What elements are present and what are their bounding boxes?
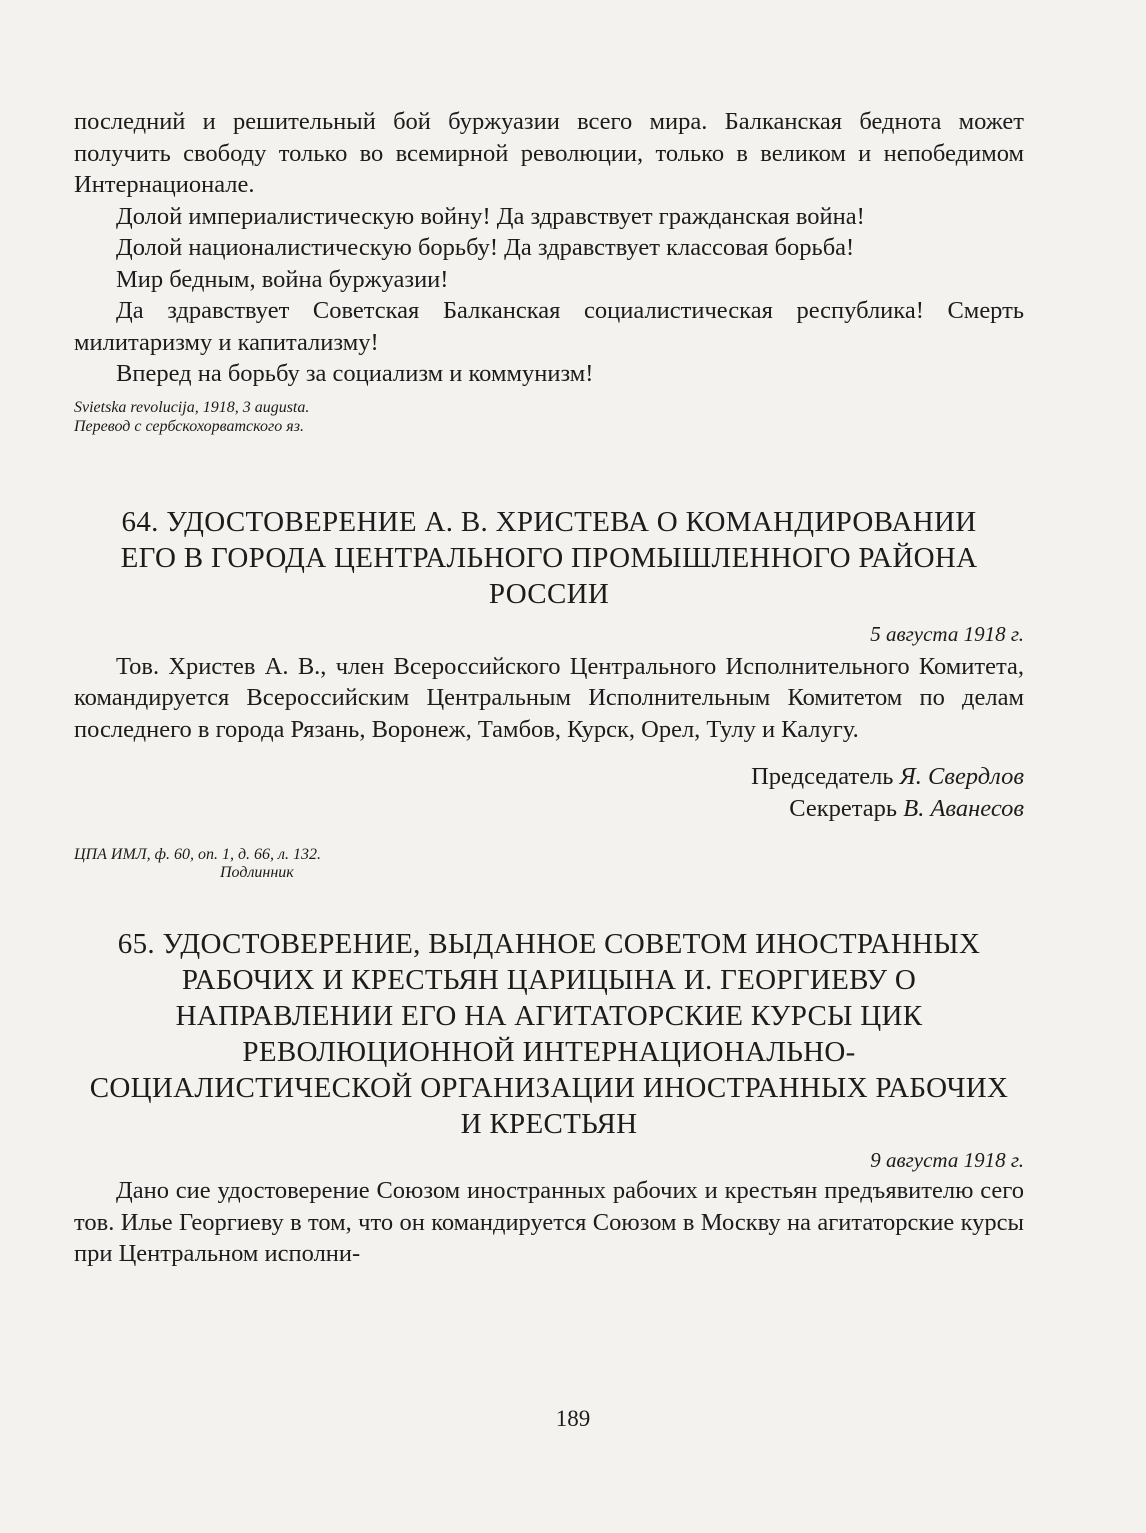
doc64-heading: 64. УДОСТОВЕРЕНИЕ А. В. ХРИСТЕВА О КОМАНДИРОВАНИИ ЕГО В ГОРОДА ЦЕНТРАЛЬНОГО ПРОМЫШЛЕННОГО РАЙОНА РОССИИ — [120, 505, 978, 610]
doc65-body: Дано сие удостоверение Союзом иностранных рабочих и крестьян предъявителю сего тов. Илье Георгиеву в том, что он командируется Союзом в Москву на агитаторские курсы при Центральном исполни- — [74, 1177, 1024, 1267]
doc64-source-citation: ЦПА ИМЛ, ф. 60, оп. 1, д. 66, л. 132. — [74, 846, 322, 863]
page-number: 189 — [555, 1406, 591, 1431]
prev-source-citation: Svietska revolucija, 1918, 3 augusta. — [74, 398, 310, 416]
doc64-date: 5 августа 1918 г. — [870, 621, 1024, 646]
prev-paragraph-6: Вперед на борьбу за социализм и коммунизм! — [116, 360, 594, 387]
signature-chairman-name: Я. Свердлов — [899, 763, 1024, 790]
prev-paragraph-2: Долой империалистическую войну! Да здравствует гражданская война! — [116, 202, 865, 230]
doc64-signature-secretary — [74, 793, 1024, 825]
signature-chairman-label: Председатель — [751, 763, 894, 790]
prev-paragraph-4: Мир бедным, война буржуазии! — [116, 265, 449, 293]
doc64-signature-chairman — [74, 761, 1024, 793]
signature-secretary-name: В. Аванесов — [903, 795, 1024, 822]
signature-secretary-label: Секретарь — [789, 795, 898, 822]
doc65-date: 9 августа 1918 г. — [870, 1148, 1024, 1172]
doc64-body: Тов. Христев А. В., член Всероссийского Центрального Исполнительного Комитета, командируется Всероссийским Центральным Исполнительным Комитетом по делам последнего в города Рязань, Воронеж, Тамбов, Курск, Орел, Тулу и Калугу. — [74, 652, 1024, 743]
doc64-source-original: Подлинник — [220, 864, 294, 881]
prev-paragraph-5: Да здравствует Советская Балканская социалистическая республика! Смерть милитаризму и капитализму! — [74, 297, 1024, 356]
prev-source-translation: Перевод с сербскохорватского яз. — [74, 417, 304, 435]
prev-paragraph-1: последний и решительный бой буржуазии всего мира. Балканская беднота может получить свободу только во всемирной революции, только в великом и непобедимом Интернационале. — [74, 108, 1024, 198]
doc65-heading: 65. УДОСТОВЕРЕНИЕ, ВЫДАННОЕ СОВЕТОМ ИНОСТРАННЫХ РАБОЧИХ И КРЕСТЬЯН ЦАРИЦЫНА И. ГЕОРГИЕВУ О НАПРАВЛЕНИИ ЕГО НА АГИТАТОРСКИЕ КУРСЫ ЦИК РЕВОЛЮЦИОННОЙ ИНТЕРНАЦИОНАЛЬНО-СОЦИАЛИСТИЧЕСКОЙ ОРГАНИЗАЦИИ ИНОСТРАННЫХ РАБОЧИХ И КРЕСТЬЯН — [89, 928, 1009, 1140]
page-content — [74, 100, 1024, 1270]
prev-paragraph-3: Долой националистическую борьбу! Да здравствует классовая борьба! — [116, 234, 855, 261]
